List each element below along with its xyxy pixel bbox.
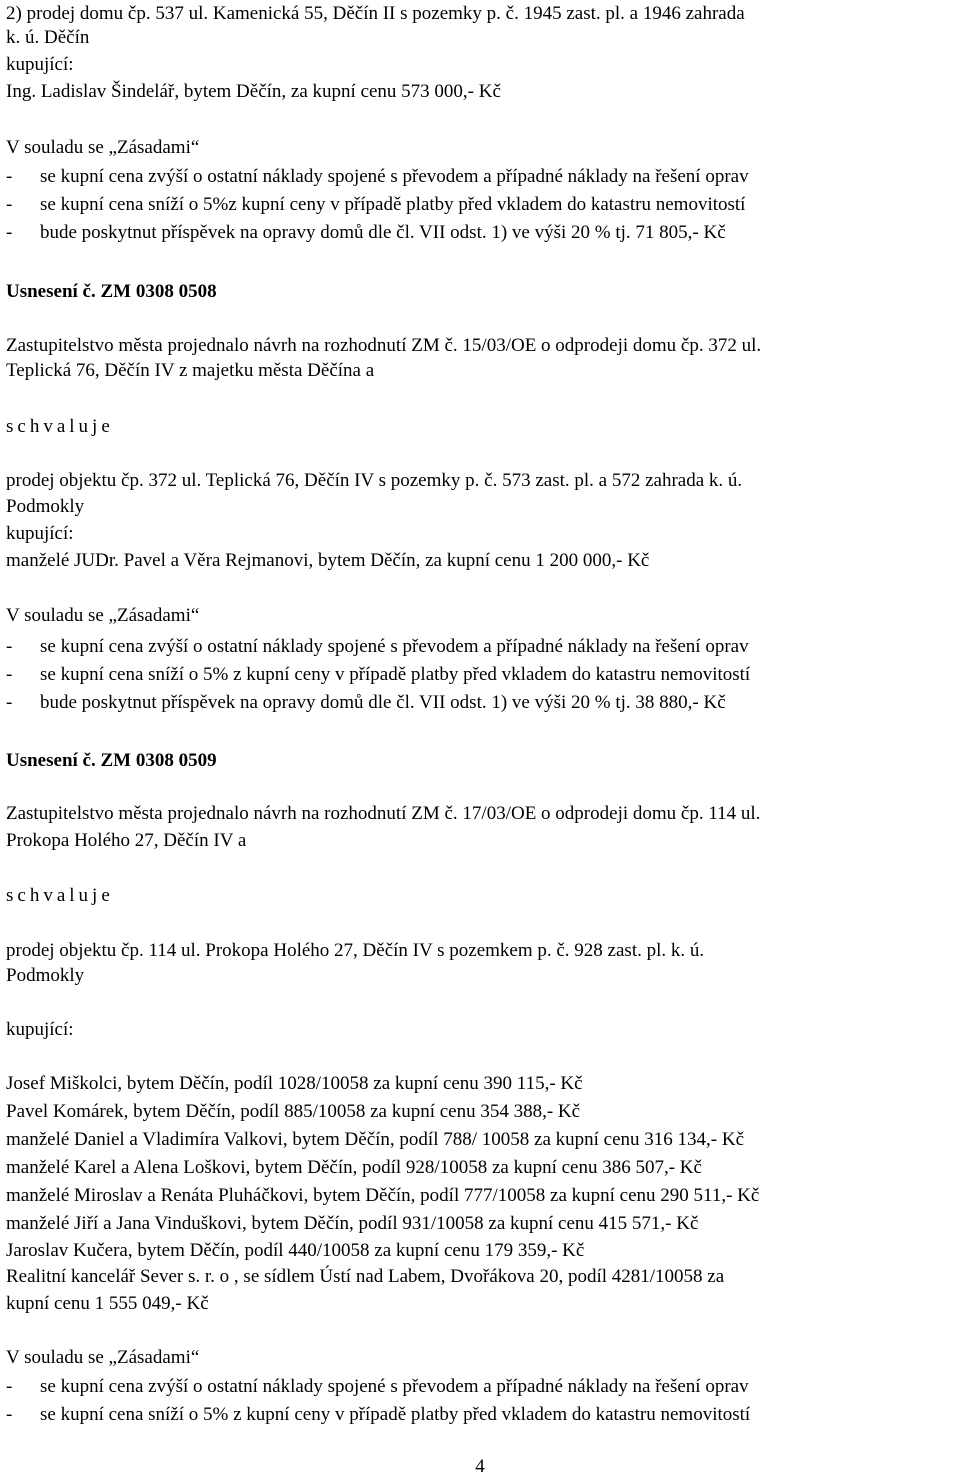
list-dash: - xyxy=(6,636,13,657)
resolution-intro: Teplická 76, Děčín IV z majetku města Děčína a xyxy=(6,360,375,381)
approves-heading: schvaluje xyxy=(6,416,114,437)
condition-item: bude poskytnut příspěvek na opravy domů dle čl. VII odst. 1) ve výši 20 % tj. 38 880,- Kč xyxy=(40,692,726,713)
buyer-list-item: kupní cenu 1 555 049,- Kč xyxy=(6,1293,209,1314)
list-dash: - xyxy=(6,194,13,215)
list-dash: - xyxy=(6,166,13,187)
list-dash: - xyxy=(6,1376,13,1397)
buyer-list-item: Josef Miškolci, bytem Děčín, podíl 1028/10058 za kupní cenu 390 115,- Kč xyxy=(6,1073,583,1094)
buyer-label: kupující: xyxy=(6,54,74,75)
sale-intro-line xyxy=(6,4,956,23)
list-dash: - xyxy=(6,664,13,685)
buyer-label: kupující: xyxy=(6,1019,74,1040)
sale-cadastre: Podmokly xyxy=(6,496,85,517)
condition-item: se kupní cena zvýší o ostatní náklady spojené s převodem a případné náklady na řešení oprav xyxy=(40,1376,749,1397)
condition-item: se kupní cena sníží o 5% z kupní ceny v případě platby před vkladem do katastru nemovitostí xyxy=(40,664,751,685)
approves-heading: schvaluje xyxy=(6,885,114,906)
buyer-text: Ing. Ladislav Šindelář, bytem Děčín, za kupní cenu 573 000,- Kč xyxy=(6,81,501,102)
resolution-title: Usnesení č. ZM 0308 0508 xyxy=(6,281,217,302)
condition-item: se kupní cena zvýší o ostatní náklady spojené s převodem a případné náklady na řešení oprav xyxy=(40,166,749,187)
sale-intro-text: 2) prodej domu čp. 537 ul. Kamenická 55, Děčín II s pozemky p. č. 1945 zast. pl. a 1946 zahrada xyxy=(6,3,745,24)
condition-item: bude poskytnut příspěvek na opravy domů dle čl. VII odst. 1) ve výši 20 % tj. 71 805,- Kč xyxy=(40,222,726,243)
principles-heading: V souladu se „Zásadami“ xyxy=(6,1347,200,1368)
list-dash: - xyxy=(6,692,13,713)
sale-description: prodej objektu čp. 114 ul. Prokopa Holého 27, Děčín IV s pozemkem p. č. 928 zast. pl. k. ú. xyxy=(6,940,705,961)
page-number: 4 xyxy=(475,1456,485,1477)
resolution-intro: Zastupitelstvo města projednalo návrh na rozhodnutí ZM č. 17/03/OE o odprodeji domu čp. 114 ul. xyxy=(6,803,761,824)
buyer-list-item: manželé Jiří a Jana Vinduškovi, bytem Děčín, podíl 931/10058 za kupní cenu 415 571,- Kč xyxy=(6,1213,699,1234)
resolution-intro: Zastupitelstvo města projednalo návrh na rozhodnutí ZM č. 15/03/OE o odprodeji domu čp. 372 ul. xyxy=(6,335,762,356)
principles-heading: V souladu se „Zásadami“ xyxy=(6,605,200,626)
buyer-list-item: manželé Daniel a Vladimíra Valkovi, bytem Děčín, podíl 788/ 10058 za kupní cenu 316 134,- Kč xyxy=(6,1129,745,1150)
sale-cadastre: Podmokly xyxy=(6,965,85,986)
buyer-list-item: Pavel Komárek, bytem Děčín, podíl 885/10058 za kupní cenu 354 388,- Kč xyxy=(6,1101,581,1122)
list-dash: - xyxy=(6,222,13,243)
buyer-list-item: Realitní kancelář Sever s. r. o , se sídlem Ústí nad Labem, Dvořákova 20, podíl 4281/10058 za xyxy=(6,1266,725,1287)
sale-description: prodej objektu čp. 372 ul. Teplická 76, Děčín IV s pozemky p. č. 573 zast. pl. a 572 zahrada k. ú. xyxy=(6,470,743,491)
condition-item: se kupní cena sníží o 5%z kupní ceny v případě platby před vkladem do katastru nemovitostí xyxy=(40,194,746,215)
sale-intro-cadastre: k. ú. Děčín xyxy=(6,27,90,48)
list-dash: - xyxy=(6,1404,13,1425)
condition-item: se kupní cena zvýší o ostatní náklady spojené s převodem a případné náklady na řešení oprav xyxy=(40,636,749,657)
buyer-list-item: manželé Miroslav a Renáta Pluháčkovi, bytem Děčín, podíl 777/10058 za kupní cenu 290 511,- Kč xyxy=(6,1185,760,1206)
principles-heading: V souladu se „Zásadami“ xyxy=(6,137,200,158)
buyer-list-item: manželé Karel a Alena Loškovi, bytem Děčín, podíl 928/10058 za kupní cenu 386 507,- Kč xyxy=(6,1157,702,1178)
condition-item: se kupní cena sníží o 5% z kupní ceny v případě platby před vkladem do katastru nemovitostí xyxy=(40,1404,751,1425)
buyer-list-item: Jaroslav Kučera, bytem Děčín, podíl 440/10058 za kupní cenu 179 359,- Kč xyxy=(6,1240,585,1261)
resolution-intro: Prokopa Holého 27, Děčín IV a xyxy=(6,830,247,851)
resolution-title: Usnesení č. ZM 0308 0509 xyxy=(6,750,217,771)
buyer-text: manželé JUDr. Pavel a Věra Rejmanovi, bytem Děčín, za kupní cenu 1 200 000,- Kč xyxy=(6,550,650,571)
buyer-label: kupující: xyxy=(6,523,74,544)
